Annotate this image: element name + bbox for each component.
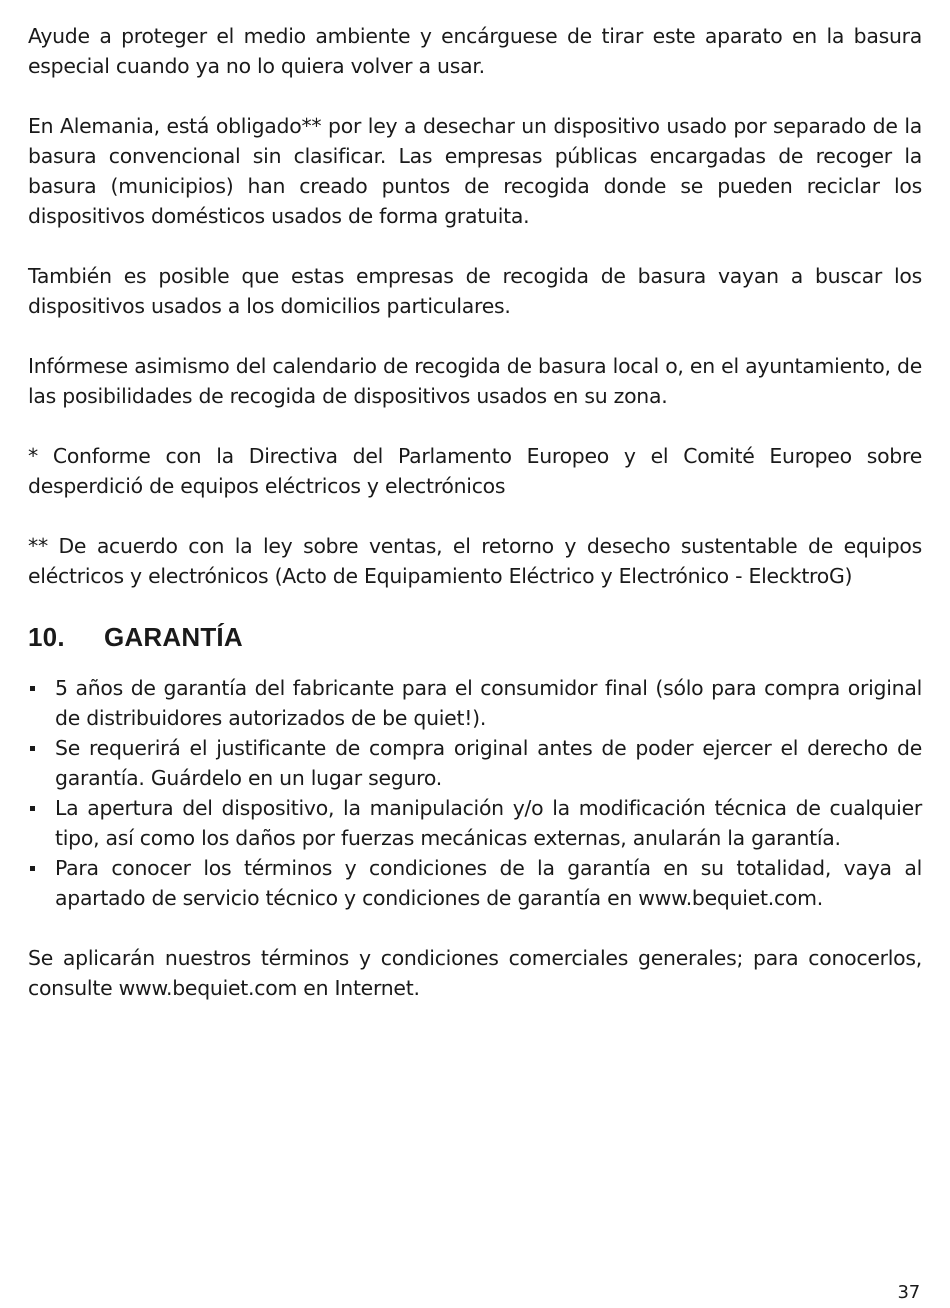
paragraph-disposal-intro: Ayude a proteger el medio ambiente y encárguese de tirar este aparato en la basura especial cuando ya no lo quiera volver a usar.	[28, 24, 922, 78]
footnote-double-asterisk: ** De acuerdo con la ley sobre ventas, el retorno y desecho sustentable de equipos eléctricos y electrónicos (Acto de Equipamiento Eléctrico y Electrónico - ElecktroG)	[28, 534, 922, 588]
list-item	[28, 853, 922, 913]
square-bullet-icon	[30, 806, 35, 811]
list-item-text: Se requerirá el justificante de compra original antes de poder ejercer el derecho de garantía. Guárdelo en un lugar seguro.	[55, 736, 922, 790]
list-item	[28, 733, 922, 793]
page-number: 37	[897, 1282, 920, 1303]
list-item-text: La apertura del dispositivo, la manipulación y/o la modificación técnica de cualquier tipo, así como los daños por fuerzas mecánicas externas, anularán la garantía.	[55, 796, 922, 850]
list-item	[28, 793, 922, 853]
section-heading-warranty	[28, 621, 922, 653]
list-item-text: 5 años de garantía del fabricante para el consumidor final (sólo para compra original de distribuidores autorizados de be quiet!).	[55, 676, 922, 730]
paragraph-collection-pickup: También es posible que estas empresas de recogida de basura vayan a buscar los dispositivos usados a los domicilios particulares.	[28, 264, 922, 318]
paragraph-germany-obligation: En Alemania, está obligado** por ley a desechar un dispositivo usado por separado de la basura convencional sin clasificar. Las empresas públicas encargadas de recoger la basura (municipios) han creado puntos de recogida donde se pueden reciclar los dispositivos domésticos usados de forma gratuita.	[28, 114, 922, 228]
section-number: 10.	[28, 622, 65, 652]
square-bullet-icon	[30, 866, 35, 871]
list-item-text: Para conocer los términos y condiciones de la garantía en su totalidad, vaya al apartado de servicio técnico y condiciones de garantía en www.bequiet.com.	[55, 856, 922, 910]
paragraph-general-terms: Se aplicarán nuestros términos y condiciones comerciales generales; para conocerlos, consulte www.bequiet.com en Internet.	[28, 946, 922, 1000]
paragraph-local-calendar: Infórmese asimismo del calendario de recogida de basura local o, en el ayuntamiento, de las posibilidades de recogida de dispositivos usados en su zona.	[28, 354, 922, 408]
page-body	[28, 21, 922, 1033]
footnote-single-asterisk: * Conforme con la Directiva del Parlamento Europeo y el Comité Europeo sobre desperdició de equipos eléctricos y electrónicos	[28, 444, 922, 498]
list-item	[28, 673, 922, 733]
warranty-bullet-list	[28, 673, 922, 913]
section-title: GARANTÍA	[104, 622, 243, 652]
square-bullet-icon	[30, 686, 35, 691]
square-bullet-icon	[30, 746, 35, 751]
